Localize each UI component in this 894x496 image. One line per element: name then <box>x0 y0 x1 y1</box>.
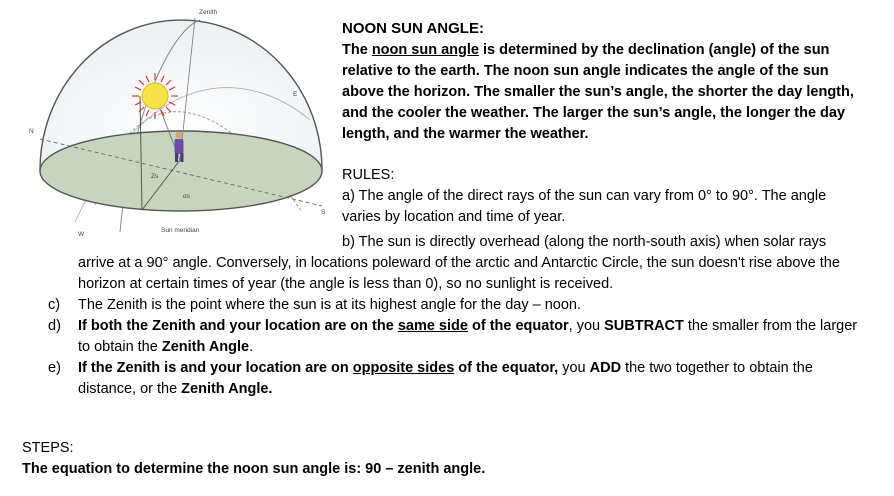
rules-heading: RULES: <box>342 167 395 183</box>
sun-path-diagram <box>0 0 340 250</box>
label-south: S <box>321 209 326 216</box>
steps-heading: STEPS: <box>22 440 74 456</box>
rule-d <box>48 316 864 358</box>
rule-c-text: The Zenith is the point where the sun is at its highest angle for the day – noon. <box>78 297 581 313</box>
page-title: NOON SUN ANGLE: <box>342 20 484 37</box>
intro-paragraph <box>342 40 864 145</box>
rule-e-t5: the two together to obtain the distance, or the <box>78 360 813 397</box>
rule-c-label: c) <box>48 297 61 313</box>
rule-d-label: d) <box>48 318 61 334</box>
rule-d-t7: . <box>249 339 254 355</box>
label-zs: Zs <box>151 173 159 180</box>
label-north: N <box>29 128 34 135</box>
rule-e-text <box>78 358 864 400</box>
label-west: W <box>78 231 85 238</box>
rule-d-t6: Zenith Angle <box>161 339 250 355</box>
rule-e-t1: If the Zenith is and your location are on <box>78 360 353 376</box>
intro-text-2: is determined by the declination (angle) of the sun relative to the earth. The noon sun angle indicates the angle of the sun above the horizon. The smaller the sun’s angle, the shorter the day length, and the cooler the weather. The larger the sun’s angle, the longer the day length, and the warmer the weather. <box>342 42 854 142</box>
rule-e <box>48 358 864 400</box>
label-zenith: Zenith <box>199 9 218 16</box>
rule-e-u1: opposite sides <box>352 360 455 376</box>
steps-equation: The equation to determine the noon sun angle is: 90 – zenith angle. <box>22 461 486 477</box>
rule-b-first-line: b) The sun is directly overhead (along the north-south axis) when solar rays <box>342 234 827 250</box>
rule-b-continuation: arrive at a 90° angle. Conversely, in locations poleward of the arctic and Antarctic Circle, the sun doesn't rise above the horizon at certain times of year (the angle is less than 0), so no sunlight is received. <box>78 255 840 292</box>
rule-c <box>48 295 864 316</box>
intro-term: noon sun angle <box>371 42 479 58</box>
rule-e-t6: Zenith Angle. <box>181 381 273 397</box>
rule-d-t4: SUBTRACT <box>604 318 684 334</box>
rule-d-t3: , you <box>568 318 605 334</box>
rule-d-t2: of the equator <box>467 318 569 334</box>
label-alpha-s: αs <box>183 193 191 200</box>
rule-d-t1: If both the Zenith and your location are on the <box>78 318 398 334</box>
rule-d-u1: same side <box>397 318 468 334</box>
rule-d-text <box>78 316 864 358</box>
label-east: E <box>293 91 298 98</box>
rule-e-label: e) <box>48 360 61 376</box>
rule-e-t2: of the equator, <box>454 360 559 376</box>
label-sun-meridian: Sun meridian <box>161 227 200 234</box>
rule-e-t3: you <box>558 360 590 376</box>
rule-d-t5: the smaller from the larger to obtain the <box>78 318 858 355</box>
intro-text-1: The <box>342 42 372 58</box>
rule-a: a) The angle of the direct rays of the sun can vary from 0° to 90°. The angle varies by location and time of year. <box>342 188 827 225</box>
rule-e-t4: ADD <box>589 360 622 376</box>
